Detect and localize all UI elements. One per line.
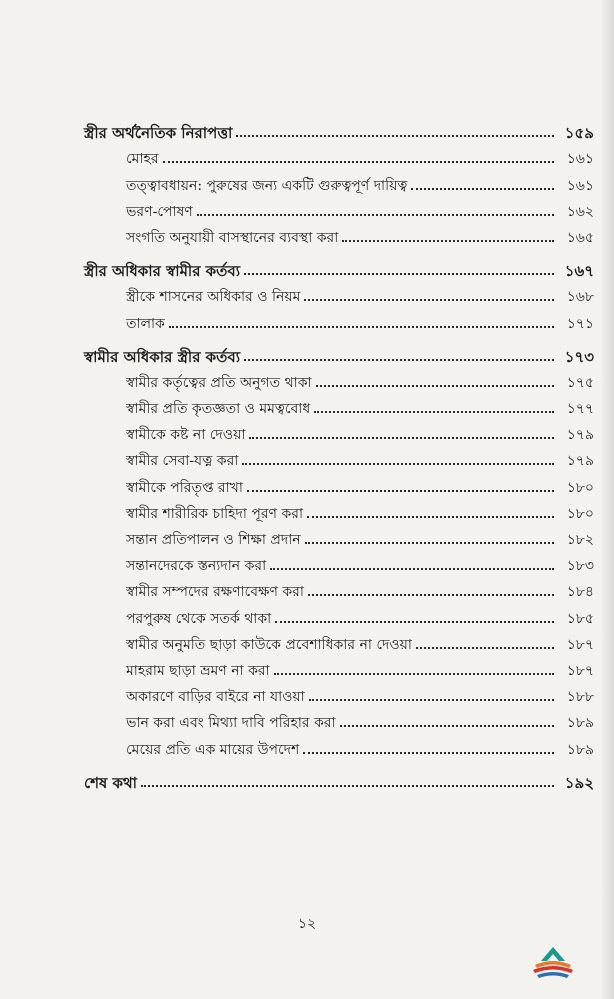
toc-entry-title: স্বামীর সম্পদের রক্ষণাবেক্ষণ করা bbox=[126, 584, 304, 601]
toc-entry-title: স্বামীর অনুমতি ছাড়া কাউকে প্রবেশাধিকার না দেওয়া bbox=[126, 636, 412, 653]
dot-leader bbox=[314, 411, 554, 413]
section-gap bbox=[84, 333, 594, 340]
toc-entry-page: ১৬১ bbox=[566, 177, 594, 194]
dot-leader bbox=[197, 214, 554, 216]
toc-subentry[interactable] bbox=[84, 601, 594, 627]
dot-leader bbox=[275, 621, 554, 623]
dot-leader bbox=[303, 752, 554, 754]
toc-entry-page: ১৮৮ bbox=[566, 689, 594, 706]
dot-leader bbox=[308, 594, 554, 596]
toc-subentry[interactable] bbox=[84, 575, 594, 601]
toc-entry-title: শেষ কথা bbox=[84, 773, 138, 792]
dot-leader bbox=[141, 785, 554, 787]
toc-entry-title: মেয়ের প্রতি এক মায়ের উপদেশ bbox=[126, 741, 300, 758]
toc-entry-title: স্বামীর কর্তৃত্বের প্রতি অনুগত থাকা bbox=[126, 374, 312, 391]
dot-leader bbox=[247, 490, 554, 492]
toc-subentry[interactable] bbox=[84, 418, 594, 444]
toc-subentry[interactable] bbox=[84, 732, 594, 758]
dot-leader bbox=[309, 699, 554, 701]
dot-leader bbox=[274, 673, 554, 675]
dot-leader bbox=[305, 542, 554, 544]
toc-entry-page: ১৬৫ bbox=[566, 229, 594, 246]
toc-entry-title: স্বামীর প্রতি কৃতজ্ঞতা ও মমত্ববোধ bbox=[126, 401, 311, 418]
toc-subentry[interactable] bbox=[84, 654, 594, 680]
toc-entry-title: স্বামীর সেবা-যত্ন করা bbox=[126, 453, 239, 470]
toc-entry-page: ১৫৯ bbox=[564, 124, 594, 143]
dot-leader bbox=[316, 385, 554, 387]
toc-entry-page: ১৮৯ bbox=[566, 741, 594, 758]
dot-leader bbox=[242, 463, 554, 465]
toc-entry-title: তত্ত্বাবধায়ন: পুরুষের জন্য একটি গুরুত্বপূর্ণ দায়িত্ব bbox=[126, 177, 408, 194]
toc-entry-page: ১৬৭ bbox=[564, 262, 594, 281]
toc-entry-page: ১৬১ bbox=[566, 151, 594, 168]
toc-subentry[interactable] bbox=[84, 444, 594, 470]
toc-subentry[interactable] bbox=[84, 706, 594, 732]
toc-entry-page: ১৭১ bbox=[566, 315, 594, 332]
section-gap bbox=[84, 759, 594, 766]
toc-entry-page: ১৮৭ bbox=[566, 636, 594, 653]
dot-leader bbox=[307, 516, 554, 518]
toc-entry-title: সংগতি অনুযায়ী বাসস্থানের ব্যবস্থা করা bbox=[126, 229, 339, 246]
toc-subentry[interactable] bbox=[84, 168, 594, 194]
toc-entry-page: ১৮৪ bbox=[566, 584, 594, 601]
toc-entry-page: ১৮৩ bbox=[566, 558, 594, 575]
toc-subentry[interactable] bbox=[84, 366, 594, 392]
dot-leader bbox=[163, 161, 554, 163]
toc-subentry[interactable] bbox=[84, 142, 594, 168]
toc-entry-page: ১৬২ bbox=[566, 203, 594, 220]
page-edge-shadow bbox=[600, 0, 614, 999]
dot-leader bbox=[304, 299, 554, 301]
dot-leader bbox=[244, 273, 554, 275]
table-of-contents bbox=[84, 116, 594, 792]
toc-subentry[interactable] bbox=[84, 680, 594, 706]
toc-entry-title: ভরণ-পোষণ bbox=[126, 203, 193, 220]
page-number: ১২ bbox=[297, 916, 317, 932]
toc-entry-page: ১৭৩ bbox=[564, 347, 594, 366]
dot-leader bbox=[342, 240, 554, 242]
toc-entry-page: ১৬৮ bbox=[566, 289, 594, 306]
toc-subentry[interactable] bbox=[84, 280, 594, 306]
toc-subentry[interactable] bbox=[84, 497, 594, 523]
toc-subentry[interactable] bbox=[84, 549, 594, 575]
toc-entry-page: ১৮৭ bbox=[566, 662, 594, 679]
toc-subentry[interactable] bbox=[84, 628, 594, 654]
toc-entry-title: সন্তানদেরকে স্তন্যদান করা bbox=[126, 558, 267, 575]
toc-entry-title: স্বামীকে কষ্ট না দেওয়া bbox=[126, 427, 246, 444]
toc-section-heading[interactable] bbox=[84, 766, 594, 792]
toc-entry-title: মোহর bbox=[126, 151, 159, 168]
dot-leader bbox=[236, 135, 554, 137]
dot-leader bbox=[244, 359, 554, 361]
toc-entry-title: ভান করা এবং মিথ্যা দাবি পরিহার করা bbox=[126, 715, 336, 732]
toc-entry-page: ১৭৯ bbox=[566, 427, 594, 444]
dot-leader bbox=[411, 188, 554, 190]
toc-subentry[interactable] bbox=[84, 195, 594, 221]
toc-entry-title: স্ত্রীকে শাসনের অধিকার ও নিয়ম bbox=[126, 289, 301, 306]
toc-subentry[interactable] bbox=[84, 470, 594, 496]
publisher-logo-icon bbox=[521, 941, 585, 981]
toc-entry-title: স্বামীর অধিকার স্ত্রীর কর্তব্য bbox=[84, 347, 241, 366]
toc-entry-page: ১৮২ bbox=[566, 532, 594, 548]
toc-subentry[interactable] bbox=[84, 306, 594, 332]
toc-subentry[interactable] bbox=[84, 392, 594, 418]
dot-leader bbox=[340, 725, 554, 727]
toc-subentry[interactable] bbox=[84, 221, 594, 247]
toc-entry-title: মাহরাম ছাড়া ভ্রমণ না করা bbox=[126, 662, 270, 679]
toc-entry-page: ১৭৯ bbox=[566, 453, 594, 470]
toc-entry-title: অকারণে বাড়ির বাইরে না যাওয়া bbox=[126, 689, 305, 706]
toc-entry-title: স্ত্রীর অধিকার স্বামীর কর্তব্য bbox=[84, 262, 241, 281]
dot-leader bbox=[270, 568, 554, 570]
toc-entry-title: স্বামীকে পরিতৃপ্ত রাখা bbox=[126, 479, 243, 496]
toc-entry-page: ১৮৫ bbox=[566, 610, 594, 627]
dot-leader bbox=[416, 647, 554, 649]
dot-leader bbox=[169, 326, 554, 328]
toc-entry-page: ১৭৭ bbox=[566, 401, 594, 418]
toc-entry-title: স্ত্রীর অর্থনৈতিক নিরাপত্তা bbox=[84, 124, 233, 143]
toc-entry-title: স্বামীর শারীরিক চাহিদা পূরণ করা bbox=[126, 505, 304, 522]
toc-section-heading[interactable] bbox=[84, 116, 594, 142]
toc-entry-page: ১৯২ bbox=[564, 773, 594, 792]
toc-entry-title: তালাক bbox=[126, 315, 165, 332]
toc-section-heading[interactable] bbox=[84, 254, 594, 280]
toc-subentry[interactable] bbox=[84, 523, 594, 549]
toc-entry-page: ১৮০ bbox=[566, 505, 594, 522]
dot-leader bbox=[249, 437, 554, 439]
toc-entry-page: ১৮৯ bbox=[566, 715, 594, 732]
toc-entry-title: সন্তান প্রতিপালন ও শিক্ষা প্রদান bbox=[126, 532, 301, 548]
toc-entry-page: ১৭৫ bbox=[566, 374, 594, 391]
toc-section-heading[interactable] bbox=[84, 340, 594, 366]
toc-entry-page: ১৮০ bbox=[566, 479, 594, 496]
section-gap bbox=[84, 247, 594, 254]
toc-entry-title: পরপুরুষ থেকে সতর্ক থাকা bbox=[126, 610, 272, 627]
